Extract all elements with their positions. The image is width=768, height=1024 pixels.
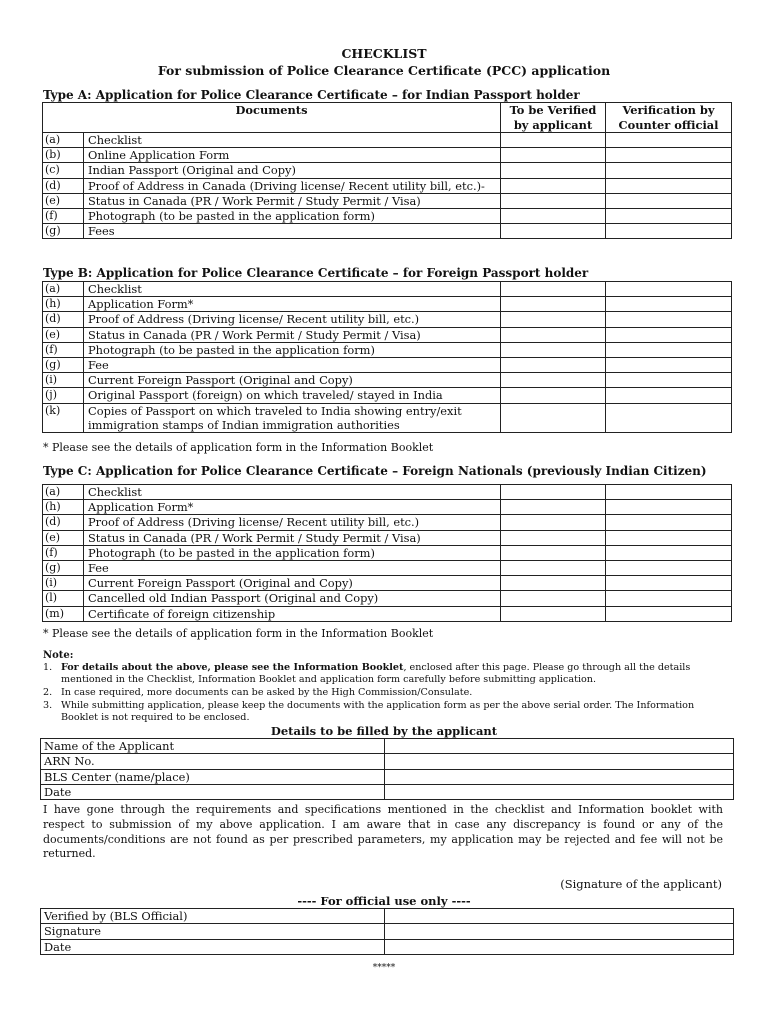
document-name: Certificate of foreign citizenship bbox=[84, 606, 501, 621]
page-title: CHECKLIST bbox=[341, 46, 427, 61]
signature-label: (Signature of the applicant) bbox=[560, 877, 722, 891]
applicant-verify-cell[interactable] bbox=[501, 403, 606, 432]
document-name: Proof of Address (Driving license/ Recent utility bill, etc.) bbox=[84, 312, 501, 327]
applicant-verify-cell[interactable] bbox=[501, 133, 606, 148]
note-number: 1. bbox=[43, 662, 53, 673]
item-label: (d) bbox=[43, 178, 84, 193]
counter-verify-cell[interactable] bbox=[606, 500, 732, 515]
detail-value-field[interactable] bbox=[385, 739, 734, 754]
item-label: (e) bbox=[43, 193, 84, 208]
detail-value-field[interactable] bbox=[385, 909, 734, 924]
applicant-verify-cell[interactable] bbox=[501, 591, 606, 606]
detail-label: Verified by (BLS Official) bbox=[41, 909, 385, 924]
applicant-verify-cell[interactable] bbox=[501, 193, 606, 208]
checklist-row bbox=[43, 373, 732, 388]
counter-verify-cell[interactable] bbox=[606, 373, 732, 388]
document-name: Application Form* bbox=[84, 297, 501, 312]
type-a-title: Type A: Application for Police Clearance Certificate – for Indian Passport holder bbox=[43, 88, 580, 102]
counter-verify-cell[interactable] bbox=[606, 133, 732, 148]
applicant-details-table bbox=[40, 738, 734, 800]
note-heading: Note: bbox=[43, 650, 74, 661]
document-name: Proof of Address (Driving license/ Recent utility bill, etc.) bbox=[84, 515, 501, 530]
counter-verify-cell[interactable] bbox=[606, 148, 732, 163]
checklist-row bbox=[43, 561, 732, 576]
document-name: Proof of Address in Canada (Driving license/ Recent utility bill, etc.)- bbox=[84, 178, 501, 193]
checklist-row bbox=[43, 485, 732, 500]
applicant-verify-cell[interactable] bbox=[501, 209, 606, 224]
type-a-header-row bbox=[43, 103, 732, 133]
counter-verify-cell[interactable] bbox=[606, 282, 732, 297]
note-item-3 bbox=[43, 700, 725, 724]
detail-label: Signature bbox=[41, 924, 385, 939]
item-label: (h) bbox=[43, 500, 84, 515]
document-name: Application Form* bbox=[84, 500, 501, 515]
applicant-verify-cell[interactable] bbox=[501, 148, 606, 163]
applicant-verify-cell[interactable] bbox=[501, 163, 606, 178]
counter-verify-cell[interactable] bbox=[606, 209, 732, 224]
item-label: (a) bbox=[43, 485, 84, 500]
checklist-row bbox=[43, 358, 732, 373]
checklist-row bbox=[43, 606, 732, 621]
document-name: Status in Canada (PR / Work Permit / Study Permit / Visa) bbox=[84, 193, 501, 208]
applicant-verify-cell[interactable] bbox=[501, 358, 606, 373]
counter-verify-cell[interactable] bbox=[606, 224, 732, 239]
counter-verify-cell[interactable] bbox=[606, 515, 732, 530]
document-name: Fee bbox=[84, 561, 501, 576]
type-c-table bbox=[42, 484, 732, 622]
counter-verify-cell[interactable] bbox=[606, 485, 732, 500]
item-label: (g) bbox=[43, 224, 84, 239]
item-label: (i) bbox=[43, 576, 84, 591]
detail-row bbox=[41, 739, 734, 754]
detail-value-field[interactable] bbox=[385, 924, 734, 939]
type-a-table bbox=[42, 102, 732, 239]
checklist-row bbox=[43, 500, 732, 515]
document-name: Fees bbox=[84, 224, 501, 239]
counter-verify-cell[interactable] bbox=[606, 545, 732, 560]
document-name: Copies of Passport on which traveled to India showing entry/exit immigration stamps of Indian immigration authorities bbox=[84, 403, 501, 432]
applicant-verify-cell[interactable] bbox=[501, 312, 606, 327]
applicant-verify-cell[interactable] bbox=[501, 606, 606, 621]
item-label: (e) bbox=[43, 327, 84, 342]
document-name: Original Passport (foreign) on which traveled/ stayed in India bbox=[84, 388, 501, 403]
checklist-row bbox=[43, 403, 732, 432]
applicant-verify-cell[interactable] bbox=[501, 485, 606, 500]
detail-row bbox=[41, 769, 734, 784]
applicant-verify-cell[interactable] bbox=[501, 373, 606, 388]
applicant-verify-cell[interactable] bbox=[501, 342, 606, 357]
type-c-title: Type C: Application for Police Clearance Certificate – Foreign Nationals (previously Indian Citizen) bbox=[43, 464, 707, 478]
note-number: 2. bbox=[43, 687, 53, 698]
applicant-verify-cell[interactable] bbox=[501, 515, 606, 530]
applicant-verify-cell[interactable] bbox=[501, 327, 606, 342]
item-label: (b) bbox=[43, 148, 84, 163]
counter-verify-cell[interactable] bbox=[606, 163, 732, 178]
document-name: Status in Canada (PR / Work Permit / Study Permit / Visa) bbox=[84, 327, 501, 342]
checklist-row bbox=[43, 515, 732, 530]
applicant-verify-cell[interactable] bbox=[501, 297, 606, 312]
detail-label: Date bbox=[41, 784, 385, 799]
counter-verify-cell[interactable] bbox=[606, 327, 732, 342]
checklist-row bbox=[43, 591, 732, 606]
item-label: (j) bbox=[43, 388, 84, 403]
detail-label: Date bbox=[41, 939, 385, 954]
document-name: Photograph (to be pasted in the application form) bbox=[84, 209, 501, 224]
counter-verify-cell[interactable] bbox=[606, 561, 732, 576]
detail-label: BLS Center (name/place) bbox=[41, 769, 385, 784]
document-name: Status in Canada (PR / Work Permit / Study Permit / Visa) bbox=[84, 530, 501, 545]
detail-value-field[interactable] bbox=[385, 939, 734, 954]
checklist-row bbox=[43, 163, 732, 178]
item-label: (h) bbox=[43, 297, 84, 312]
item-label: (d) bbox=[43, 515, 84, 530]
document-name: Current Foreign Passport (Original and Copy) bbox=[84, 373, 501, 388]
checklist-row bbox=[43, 282, 732, 297]
counter-verify-cell[interactable] bbox=[606, 342, 732, 357]
document-name: Fee bbox=[84, 358, 501, 373]
document-name: Current Foreign Passport (Original and Copy) bbox=[84, 576, 501, 591]
checklist-row bbox=[43, 342, 732, 357]
document-name: Checklist bbox=[84, 282, 501, 297]
note-item-2 bbox=[43, 687, 725, 699]
checklist-row bbox=[43, 388, 732, 403]
applicant-verify-cell[interactable] bbox=[501, 530, 606, 545]
applicant-verify-cell[interactable] bbox=[501, 576, 606, 591]
document-name: Indian Passport (Original and Copy) bbox=[84, 163, 501, 178]
counter-verify-cell[interactable] bbox=[606, 606, 732, 621]
counter-verify-cell[interactable] bbox=[606, 530, 732, 545]
verification-by-counter-header: Verification by Counter official bbox=[606, 103, 732, 133]
type-c-footnote: * Please see the details of application form in the Information Booklet bbox=[43, 627, 434, 640]
counter-verify-cell[interactable] bbox=[606, 297, 732, 312]
item-label: (e) bbox=[43, 530, 84, 545]
item-label: (f) bbox=[43, 342, 84, 357]
item-label: (f) bbox=[43, 545, 84, 560]
document-name: Online Application Form bbox=[84, 148, 501, 163]
applicant-verify-cell[interactable] bbox=[501, 224, 606, 239]
detail-row bbox=[41, 909, 734, 924]
detail-row bbox=[41, 939, 734, 954]
detail-row bbox=[41, 784, 734, 799]
detail-row bbox=[41, 924, 734, 939]
item-label: (g) bbox=[43, 358, 84, 373]
note-text: In case required, more documents can be asked by the High Commission/Consulate. bbox=[61, 687, 473, 698]
item-label: (l) bbox=[43, 591, 84, 606]
declaration-text: I have gone through the requirements and specifications mentioned in the checklist and Information booklet with respect to submission of my above application. I am aware that in case any discrepancy is found or any of the documents/conditions are not found as per prescribed parameters, my application may be rejected and fee will not be returned. bbox=[43, 803, 723, 861]
detail-value-field[interactable] bbox=[385, 769, 734, 784]
item-label: (f) bbox=[43, 209, 84, 224]
checklist-row bbox=[43, 297, 732, 312]
official-use-title: ---- For official use only ---- bbox=[297, 894, 471, 908]
detail-label: ARN No. bbox=[41, 754, 385, 769]
counter-verify-cell[interactable] bbox=[606, 591, 732, 606]
counter-verify-cell[interactable] bbox=[606, 178, 732, 193]
detail-label: Name of the Applicant bbox=[41, 739, 385, 754]
checklist-row bbox=[43, 530, 732, 545]
type-b-title: Type B: Application for Police Clearance Certificate – for Foreign Passport holder bbox=[43, 266, 589, 280]
item-label: (a) bbox=[43, 282, 84, 297]
applicant-details-title: Details to be filled by the applicant bbox=[270, 724, 498, 738]
counter-verify-cell[interactable] bbox=[606, 403, 732, 432]
checklist-row bbox=[43, 209, 732, 224]
verified-by-applicant-header: To be Verified by applicant bbox=[501, 103, 606, 133]
note-bold-text: For details about the above, please see the Information Booklet bbox=[61, 662, 404, 673]
end-mark: ***** bbox=[372, 963, 396, 973]
applicant-verify-cell[interactable] bbox=[501, 178, 606, 193]
item-label: (m) bbox=[43, 606, 84, 621]
applicant-verify-cell[interactable] bbox=[501, 282, 606, 297]
counter-verify-cell[interactable] bbox=[606, 358, 732, 373]
counter-verify-cell[interactable] bbox=[606, 312, 732, 327]
checklist-row bbox=[43, 327, 732, 342]
detail-value-field[interactable] bbox=[385, 754, 734, 769]
checklist-row bbox=[43, 178, 732, 193]
document-name: Photograph (to be pasted in the application form) bbox=[84, 545, 501, 560]
document-name: Photograph (to be pasted in the application form) bbox=[84, 342, 501, 357]
document-name: Checklist bbox=[84, 133, 501, 148]
checklist-row bbox=[43, 193, 732, 208]
documents-header: Documents bbox=[43, 103, 501, 133]
item-label: (g) bbox=[43, 561, 84, 576]
checklist-row bbox=[43, 312, 732, 327]
counter-verify-cell[interactable] bbox=[606, 576, 732, 591]
item-label: (c) bbox=[43, 163, 84, 178]
item-label: (a) bbox=[43, 133, 84, 148]
note-text: While submitting application, please keep the documents with the application form as per the above serial order. The Information Booklet is not required to be enclosed. bbox=[61, 700, 695, 723]
checklist-row bbox=[43, 133, 732, 148]
detail-value-field[interactable] bbox=[385, 784, 734, 799]
document-name: Cancelled old Indian Passport (Original and Copy) bbox=[84, 591, 501, 606]
applicant-verify-cell[interactable] bbox=[501, 545, 606, 560]
applicant-verify-cell[interactable] bbox=[501, 388, 606, 403]
applicant-verify-cell[interactable] bbox=[501, 500, 606, 515]
counter-verify-cell[interactable] bbox=[606, 388, 732, 403]
type-b-footnote: * Please see the details of application form in the Information Booklet bbox=[43, 441, 434, 454]
detail-row bbox=[41, 754, 734, 769]
official-use-table bbox=[40, 908, 734, 955]
checklist-row bbox=[43, 576, 732, 591]
page-subtitle: For submission of Police Clearance Certificate (PCC) application bbox=[157, 63, 611, 78]
item-label: (k) bbox=[43, 403, 84, 432]
item-label: (d) bbox=[43, 312, 84, 327]
note-number: 3. bbox=[43, 700, 53, 711]
note-item-1 bbox=[43, 662, 725, 686]
applicant-verify-cell[interactable] bbox=[501, 561, 606, 576]
document-name: Checklist bbox=[84, 485, 501, 500]
counter-verify-cell[interactable] bbox=[606, 193, 732, 208]
note-text: , enclosed after this page. Please go through all the details mentioned in the Checklist, Information Booklet and application form carefully before submitting application. bbox=[61, 662, 691, 685]
checklist-row bbox=[43, 224, 732, 239]
checklist-row bbox=[43, 545, 732, 560]
item-label: (i) bbox=[43, 373, 84, 388]
type-b-table bbox=[42, 281, 732, 433]
checklist-row bbox=[43, 148, 732, 163]
